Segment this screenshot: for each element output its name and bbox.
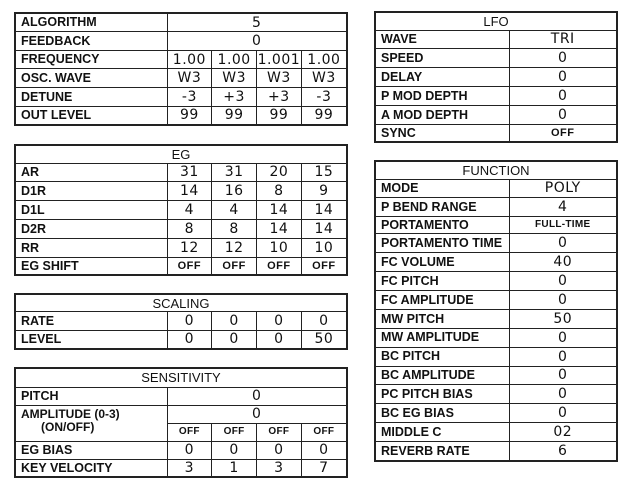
function-table — [374, 160, 618, 462]
table-row — [376, 253, 616, 272]
ar-op3: 20 — [257, 163, 302, 182]
out-level-op3: 99 — [257, 106, 302, 124]
feedback-value: 0 — [167, 32, 346, 51]
pitch-value: 0 — [167, 387, 346, 405]
level-op3: 0 — [257, 330, 302, 348]
amplitude-op1: OFF — [167, 423, 212, 441]
p-bend-range-label: P BEND RANGE — [376, 198, 509, 217]
key-velocity-label: KEY VELOCITY — [16, 459, 167, 477]
table-row — [376, 87, 616, 106]
eg-shift-op4: OFF — [301, 258, 346, 274]
frequency-op1: 1.00 — [167, 50, 212, 69]
table-row — [16, 405, 346, 423]
table-row — [16, 106, 346, 124]
ar-op4: 15 — [301, 163, 346, 182]
lfo-p-mod-depth-value: 0 — [509, 87, 616, 106]
rate-label: RATE — [16, 312, 167, 330]
lfo-delay-label: DELAY — [376, 68, 509, 87]
d1r-label: D1R — [16, 182, 167, 201]
table-row — [16, 201, 346, 220]
frequency-op4: 1.00 — [301, 50, 346, 69]
d1l-op1: 4 — [167, 201, 212, 220]
osc-wave-op3: W3 — [257, 69, 302, 88]
table-row — [376, 106, 616, 125]
mw-pitch-label: MW PITCH — [376, 309, 509, 328]
table-row — [376, 125, 616, 141]
table-row — [376, 290, 616, 309]
key-velocity-op1: 3 — [167, 459, 212, 477]
algorithm-value: 5 — [167, 14, 346, 32]
sensitivity-table — [14, 367, 348, 478]
lfo-sync-value: OFF — [509, 125, 616, 141]
pc-pitch-bias-value: 0 — [509, 385, 616, 404]
d1r-op4: 9 — [301, 182, 346, 201]
bc-amplitude-value: 0 — [509, 366, 616, 385]
frequency-op2: 1.00 — [212, 50, 257, 69]
osc-wave-op1: W3 — [167, 69, 212, 88]
sensitivity-title: SENSITIVITY — [16, 369, 346, 387]
level-op1: 0 — [167, 330, 212, 348]
bc-pitch-label: BC PITCH — [376, 347, 509, 366]
eg-title: EG — [16, 146, 346, 163]
osc-wave-op4: W3 — [301, 69, 346, 88]
table-row — [16, 258, 346, 274]
lfo-speed-value: 0 — [509, 49, 616, 68]
ar-label: AR — [16, 163, 167, 182]
rr-op2: 12 — [212, 239, 257, 258]
eg-shift-op2: OFF — [212, 258, 257, 274]
d1l-op2: 4 — [212, 201, 257, 220]
table-row — [376, 404, 616, 423]
detune-op4: -3 — [301, 88, 346, 107]
eg-bias-op1: 0 — [167, 441, 212, 459]
mode-label: MODE — [376, 179, 509, 198]
amplitude-op2: OFF — [212, 423, 257, 441]
table-row — [376, 30, 616, 49]
eg-bias-op4: 0 — [301, 441, 346, 459]
table-row — [376, 328, 616, 347]
eg-shift-op1: OFF — [167, 258, 212, 274]
d2r-label: D2R — [16, 220, 167, 239]
fc-pitch-label: FC PITCH — [376, 272, 509, 291]
detune-op3: +3 — [257, 88, 302, 107]
table-row — [16, 441, 346, 459]
eg-shift-label: EG SHIFT — [16, 258, 167, 274]
d2r-op1: 8 — [167, 220, 212, 239]
feedback-label: FEEDBACK — [16, 32, 167, 51]
table-row — [16, 14, 346, 32]
lfo-a-mod-depth-value: 0 — [509, 106, 616, 125]
algorithm-label: ALGORITHM — [16, 14, 167, 32]
function-title: FUNCTION — [376, 162, 616, 179]
mw-pitch-value: 50 — [509, 309, 616, 328]
p-bend-range-value: 4 — [509, 198, 616, 217]
frequency-label: FREQUENCY — [16, 50, 167, 69]
level-label: LEVEL — [16, 330, 167, 348]
lfo-wave-label: WAVE — [376, 30, 509, 49]
ar-op1: 31 — [167, 163, 212, 182]
out-level-op2: 99 — [212, 106, 257, 124]
lfo-p-mod-depth-label: P MOD DEPTH — [376, 87, 509, 106]
table-row — [376, 347, 616, 366]
table-row — [16, 32, 346, 51]
amplitude-label — [16, 405, 167, 441]
table-row — [376, 234, 616, 253]
d1l-label: D1L — [16, 201, 167, 220]
rr-label: RR — [16, 239, 167, 258]
table-row — [16, 295, 346, 312]
portamento-label: PORTAMENTO — [376, 217, 509, 234]
bc-eg-bias-value: 0 — [509, 404, 616, 423]
d2r-op2: 8 — [212, 220, 257, 239]
level-op2: 0 — [212, 330, 257, 348]
d1r-op3: 8 — [257, 182, 302, 201]
mw-amplitude-value: 0 — [509, 328, 616, 347]
fc-pitch-value: 0 — [509, 272, 616, 291]
lfo-a-mod-depth-label: A MOD DEPTH — [376, 106, 509, 125]
table-row — [16, 146, 346, 163]
eg-shift-op3: OFF — [257, 258, 302, 274]
d2r-op4: 14 — [301, 220, 346, 239]
table-row — [376, 217, 616, 234]
table-row — [376, 423, 616, 442]
ar-op2: 31 — [212, 163, 257, 182]
d1r-op1: 14 — [167, 182, 212, 201]
scaling-title: SCALING — [16, 295, 346, 312]
fc-volume-label: FC VOLUME — [376, 253, 509, 272]
table-row — [376, 272, 616, 291]
fc-amplitude-value: 0 — [509, 290, 616, 309]
reverb-rate-label: REVERB RATE — [376, 442, 509, 460]
table-row — [16, 69, 346, 88]
lfo-wave-value: TRI — [509, 30, 616, 49]
amplitude-label-text: AMPLITUDE (0-3) — [21, 406, 120, 421]
eg-table — [14, 144, 348, 276]
rr-op1: 12 — [167, 239, 212, 258]
d1l-op3: 14 — [257, 201, 302, 220]
lfo-table — [374, 11, 618, 143]
lfo-delay-value: 0 — [509, 68, 616, 87]
table-row — [376, 309, 616, 328]
table-row — [16, 369, 346, 387]
out-level-op4: 99 — [301, 106, 346, 124]
rate-op2: 0 — [212, 312, 257, 330]
table-row — [16, 163, 346, 182]
rate-op4: 0 — [301, 312, 346, 330]
level-op4: 50 — [301, 330, 346, 348]
table-row — [376, 385, 616, 404]
out-level-op1: 99 — [167, 106, 212, 124]
d1l-op4: 14 — [301, 201, 346, 220]
fc-amplitude-label: FC AMPLITUDE — [376, 290, 509, 309]
table-row — [16, 88, 346, 107]
eg-bias-label: EG BIAS — [16, 441, 167, 459]
key-velocity-op2: 1 — [212, 459, 257, 477]
amplitude-op3: OFF — [257, 423, 302, 441]
detune-op2: +3 — [212, 88, 257, 107]
table-row — [16, 330, 346, 348]
frequency-op3: 1.001 — [257, 51, 301, 68]
mode-value: POLY — [509, 179, 616, 198]
d2r-op3: 14 — [257, 220, 302, 239]
middle-c-label: MIDDLE C — [376, 423, 509, 442]
eg-bias-op3: 0 — [257, 441, 302, 459]
table-row — [16, 239, 346, 258]
table-row — [16, 312, 346, 330]
bc-pitch-value: 0 — [509, 347, 616, 366]
d1r-op2: 16 — [212, 182, 257, 201]
table-row — [376, 198, 616, 217]
table-row — [376, 179, 616, 198]
key-velocity-op4: 7 — [301, 459, 346, 477]
table-row — [376, 13, 616, 30]
rate-op3: 0 — [257, 312, 302, 330]
pitch-label: PITCH — [16, 387, 167, 405]
table-row — [376, 162, 616, 179]
table-row — [376, 366, 616, 385]
table-row — [16, 459, 346, 477]
key-velocity-op3: 3 — [257, 459, 302, 477]
table-row — [16, 182, 346, 201]
portamento-value: FULL-TIME — [509, 217, 616, 234]
table-row — [376, 68, 616, 87]
osc-wave-op2: W3 — [212, 69, 257, 88]
table-row — [376, 49, 616, 68]
table-row — [16, 387, 346, 405]
portamento-time-label: PORTAMENTO TIME — [376, 234, 509, 253]
lfo-sync-label: SYNC — [376, 125, 509, 141]
scaling-table — [14, 293, 348, 350]
mw-amplitude-label: MW AMPLITUDE — [376, 328, 509, 347]
rr-op4: 10 — [301, 239, 346, 258]
lfo-title: LFO — [376, 13, 616, 30]
amplitude-sublabel: (ON/OFF) — [41, 419, 95, 434]
osc-wave-label: OSC. WAVE — [16, 69, 167, 88]
rr-op3: 10 — [257, 239, 302, 258]
middle-c-value: 02 — [509, 423, 616, 442]
table-row — [16, 50, 346, 69]
bc-eg-bias-label: BC EG BIAS — [376, 404, 509, 423]
out-level-label: OUT LEVEL — [16, 106, 167, 124]
amplitude-op4: OFF — [301, 423, 346, 441]
rate-op1: 0 — [167, 312, 212, 330]
voice-table — [14, 12, 348, 126]
bc-amplitude-label: BC AMPLITUDE — [376, 366, 509, 385]
reverb-rate-value: 6 — [509, 442, 616, 460]
lfo-speed-label: SPEED — [376, 49, 509, 68]
portamento-time-value: 0 — [509, 234, 616, 253]
eg-bias-op2: 0 — [212, 441, 257, 459]
amplitude-value: 0 — [167, 405, 346, 423]
detune-label: DETUNE — [16, 88, 167, 107]
table-row — [376, 442, 616, 460]
pc-pitch-bias-label: PC PITCH BIAS — [376, 385, 509, 404]
fc-volume-value: 40 — [509, 253, 616, 272]
detune-op1: -3 — [167, 88, 212, 107]
table-row — [16, 220, 346, 239]
